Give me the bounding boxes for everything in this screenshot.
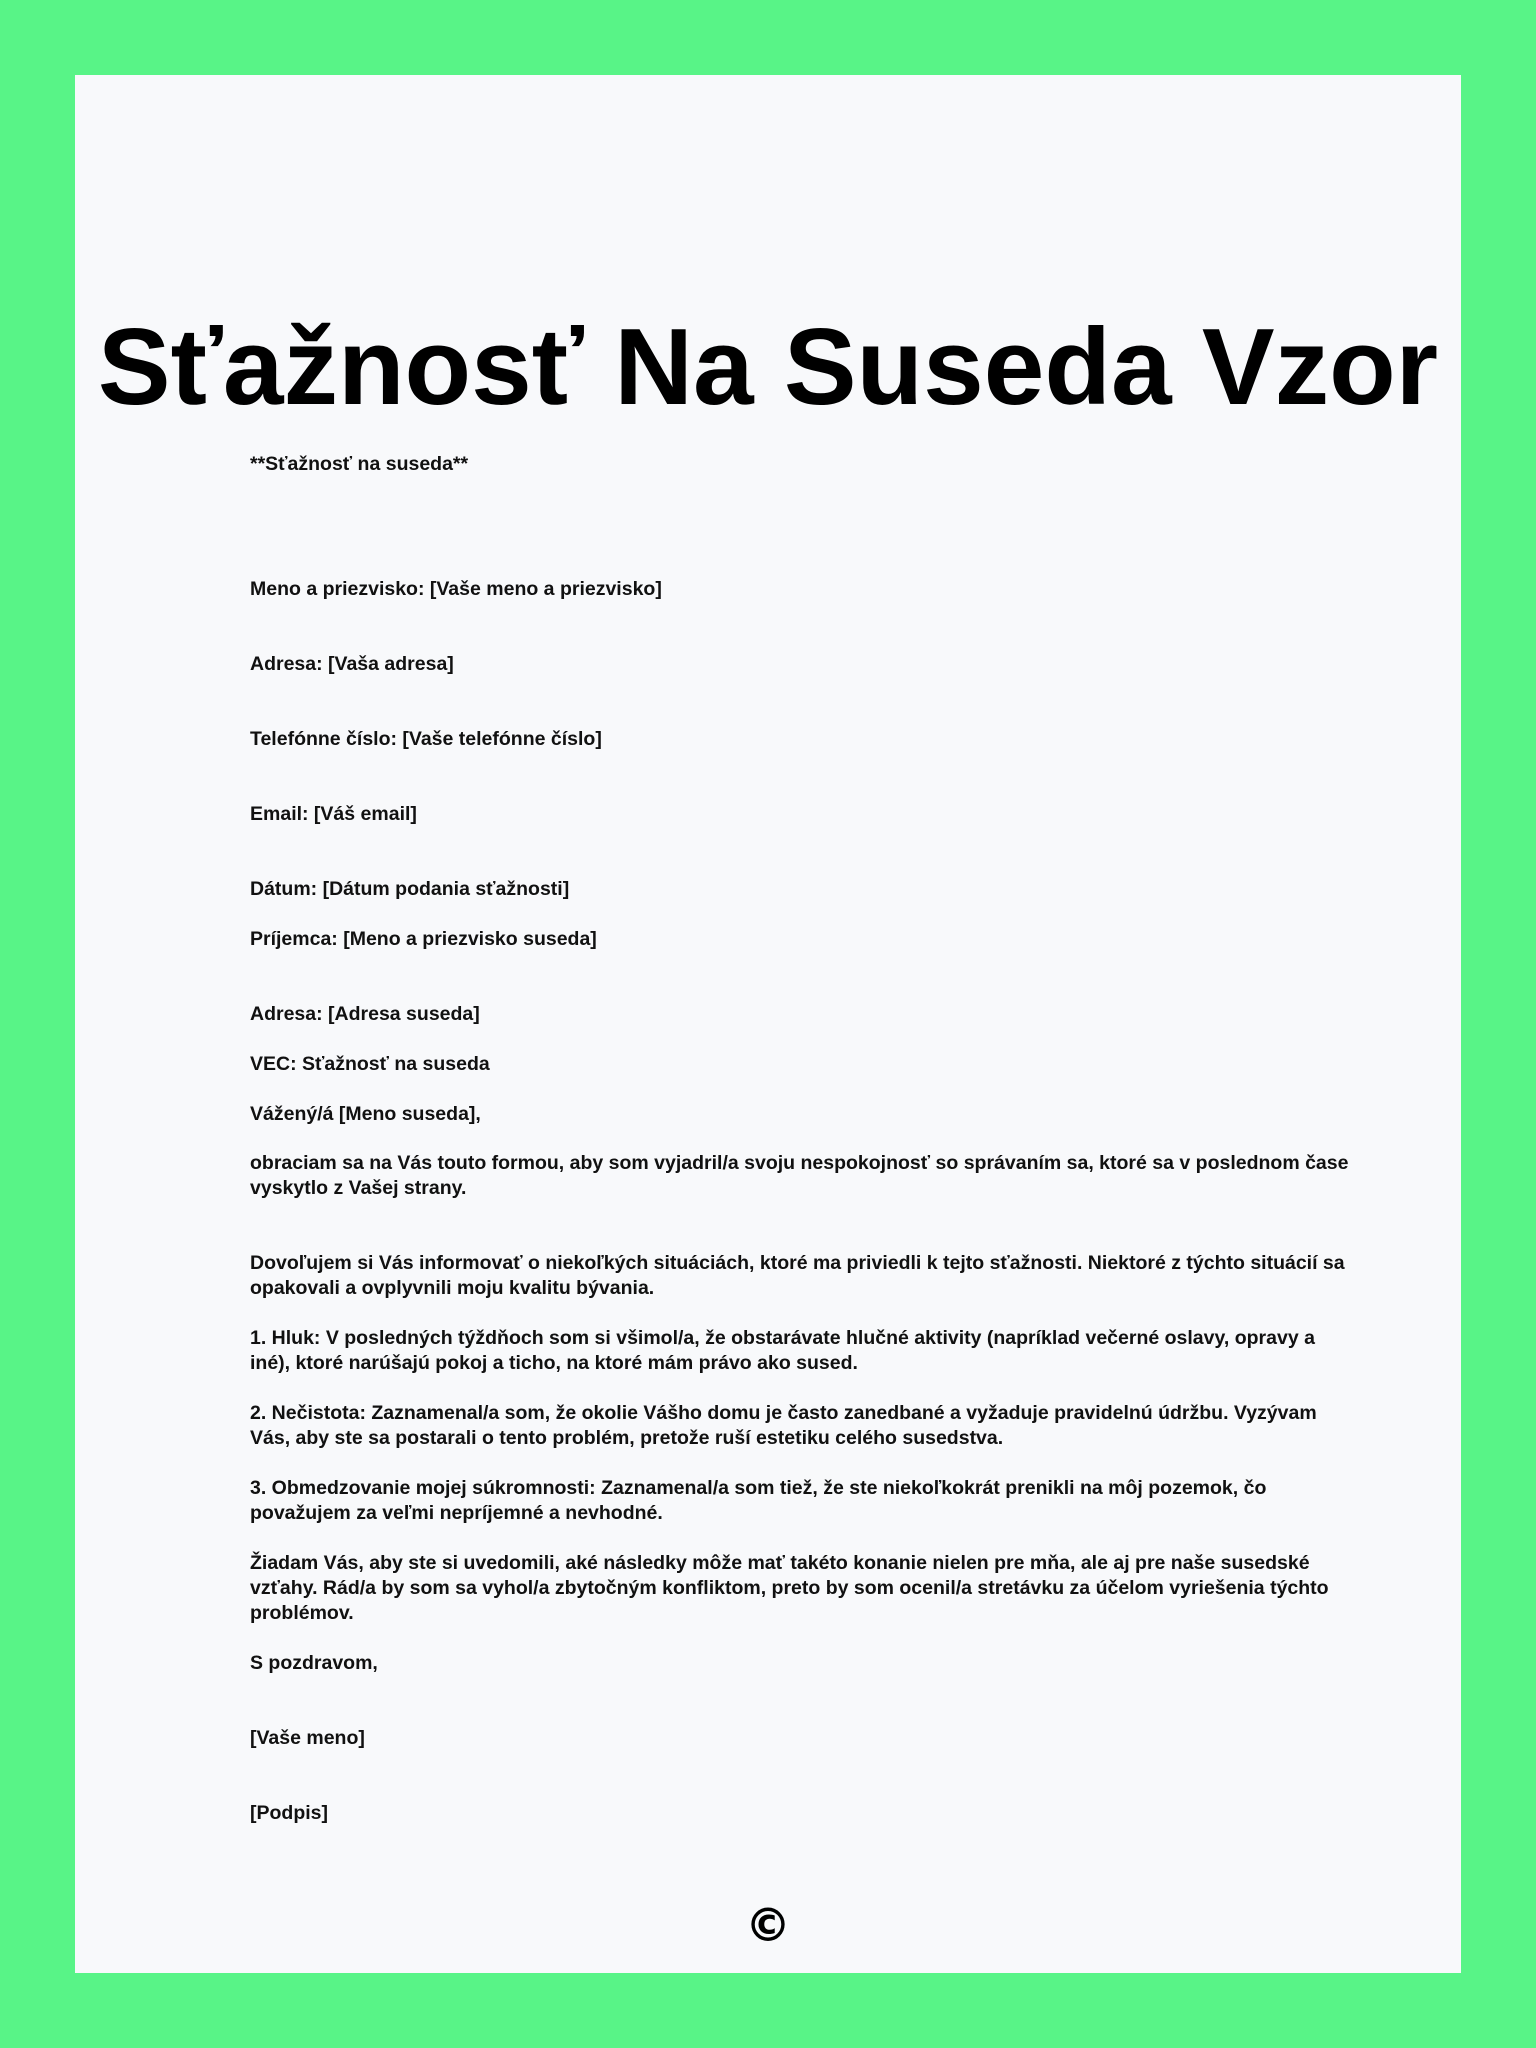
paragraph-situations: Dovoľujem si Vás informovať o niekoľkých situáciách, ktoré ma priviedli k tejto sťažnosti. Niektoré z týchto situácií sa opakovali a ovplyvnili moju kvalitu bývania.: [250, 1252, 1345, 1299]
letter-heading: **Sťažnosť na suseda**: [250, 453, 469, 475]
salutation: Vážený/á [Meno suseda],: [250, 1103, 481, 1125]
paragraph-noise: 1. Hluk: V posledných týždňoch som si všimol/a, že obstarávate hlučné aktivity (napríklad večerné oslavy, opravy a iné), ktoré narúšajú pokoj a ticho, na ktoré mám právo ako sused.: [250, 1327, 1315, 1374]
sender-email-line: Email: [Váš email]: [250, 803, 417, 825]
document-sheet: [75, 75, 1461, 1973]
document-title: Sťažnosť Na Suseda Vzor: [97, 306, 1439, 428]
signature-name: [Vaše meno]: [250, 1727, 365, 1749]
closing: S pozdravom,: [250, 1652, 378, 1674]
paragraph-privacy: 3. Obmedzovanie mojej súkromnosti: Zaznamenal/a som tiež, že ste niekoľkokrát prenikli na môj pozemok, čo považujem za veľmi nepríjemné a nevhodné.: [250, 1477, 1267, 1524]
recipient-address-line: Adresa: [Adresa suseda]: [250, 1003, 480, 1025]
paragraph-request: Žiadam Vás, aby ste si uvedomili, aké následky môže mať takéto konanie nielen pre mňa, ale aj pre naše susedské vzťahy. Rád/a by som sa vyhol/a zbytočným konfliktom, preto by som ocenil/a stretávku za účelom vyriešenia týchto problémov.: [250, 1552, 1329, 1624]
copyright-icon: ©: [745, 1898, 791, 1952]
signature: [Podpis]: [250, 1802, 328, 1824]
paragraph-intro: obraciam sa na Vás touto formou, aby som vyjadril/a svoju nespokojnosť so správaním sa, ktoré sa v poslednom čase vyskytlo z Vašej strany.: [250, 1152, 1349, 1199]
subject-line: VEC: Sťažnosť na suseda: [250, 1053, 490, 1075]
recipient-line: Príjemca: [Meno a priezvisko suseda]: [250, 928, 597, 950]
sender-address-line: Adresa: [Vaša adresa]: [250, 653, 454, 675]
paragraph-cleanliness: 2. Nečistota: Zaznamenal/a som, že okolie Vášho domu je často zanedbané a vyžaduje pravidelnú údržbu. Vyzývam Vás, aby ste sa postarali o tento problém, pretože ruší estetiku celého susedstva.: [250, 1402, 1317, 1449]
sender-name-line: Meno a priezvisko: [Vaše meno a priezvisko]: [250, 578, 662, 600]
sender-phone-line: Telefónne číslo: [Vaše telefónne číslo]: [250, 728, 602, 750]
date-line: Dátum: [Dátum podania sťažnosti]: [250, 878, 570, 900]
